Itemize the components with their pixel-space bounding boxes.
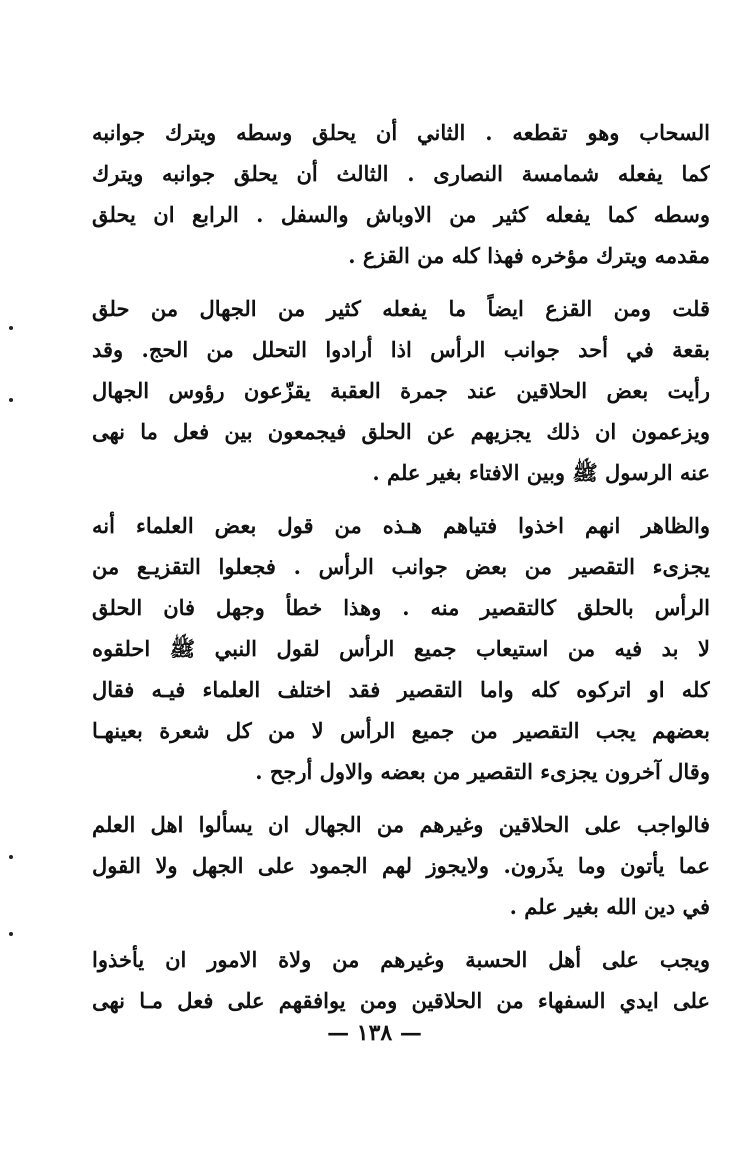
page-number: — ١٣٨ — [327, 1020, 422, 1046]
margin-mark [9, 398, 13, 402]
text-line: كله او اتركوه كله واما التقصير فقد اختلف العلماء فيـه فقال [92, 677, 710, 702]
text-line: عما يأتون وما يذَرون. ولايجوز لهم الجمود على الجهل ولا القول [92, 853, 710, 878]
text-line: لا بد فيه من استيعاب جميع الرأس لقول النبي ﷺ احلقوه [92, 636, 710, 661]
text-line: وقال آخرون يجزىء التقصير من بعضه والاول أرجح . [255, 759, 710, 784]
text-line: السحاب وهو تقطعه . الثاني أن يحلق وسطه ويترك جوانبه [92, 120, 710, 145]
text-line: كما يفعله شمامسة النصارى . الثالث أن يحلق جوانبه ويترك [92, 161, 710, 186]
paragraph-2 [92, 288, 710, 493]
text-line: فالواجب على الحلاقين وغيرهم من الجهال ان يسألوا اهل العلم [92, 812, 710, 837]
text-line: بقعة في أحد جوانب الرأس اذا أرادوا التحلل من الحج. وقد [92, 337, 710, 362]
margin-mark [9, 326, 13, 330]
paragraph-3 [92, 505, 710, 792]
margin-mark [9, 932, 13, 936]
paragraph-5 [92, 939, 710, 1021]
text-line: مقدمه ويترك مؤخره فهذا كله من القزع . [348, 243, 710, 268]
text-line: ويزعمون ان ذلك يجزيهم عن الحلق فيجمعون بين فعل ما نهى [92, 419, 710, 444]
text-line: قلت ومن القزع ايضاً ما يفعله كثير من الجهال من حلق [92, 296, 710, 321]
paragraph-4 [92, 804, 710, 927]
paragraph-1 [92, 112, 710, 276]
body-text [92, 112, 710, 1033]
margin-mark [9, 855, 13, 859]
text-line: الرأس بالحلق كالتقصير منه . وهذا خطأ وجهل فان الحلق [92, 595, 710, 620]
text-line: يجزىء التقصير من بعض جوانب الرأس . فجعلوا التقزيـع من [92, 554, 710, 579]
text-line: عنه الرسول ﷺ وبين الافتاء بغير علم . [372, 460, 710, 485]
text-line: ويجب على أهل الحسبة وغيرهم من ولاة الامور ان يأخذوا [92, 947, 710, 972]
text-line: في دين الله بغير علم . [509, 894, 710, 919]
text-line: رأيت بعض الحلاقين عند جمرة العقبة يقزّعون رؤوس الجهال [92, 378, 710, 403]
text-line: على ايدي السفهاء من الحلاقين ومن يوافقهم على فعل مـا نهى [92, 988, 710, 1013]
text-line: والظاهر انهم اخذوا فتياهم هـذه من قول بعض العلماء أنه [92, 513, 710, 538]
text-line: بعضهم يجب التقصير من جميع الرأس لا من كل شعرة بعينهـا [92, 718, 710, 743]
text-line: وسطه كما يفعله كثير من الاوباش والسفل . الرابع ان يحلق [92, 202, 710, 227]
